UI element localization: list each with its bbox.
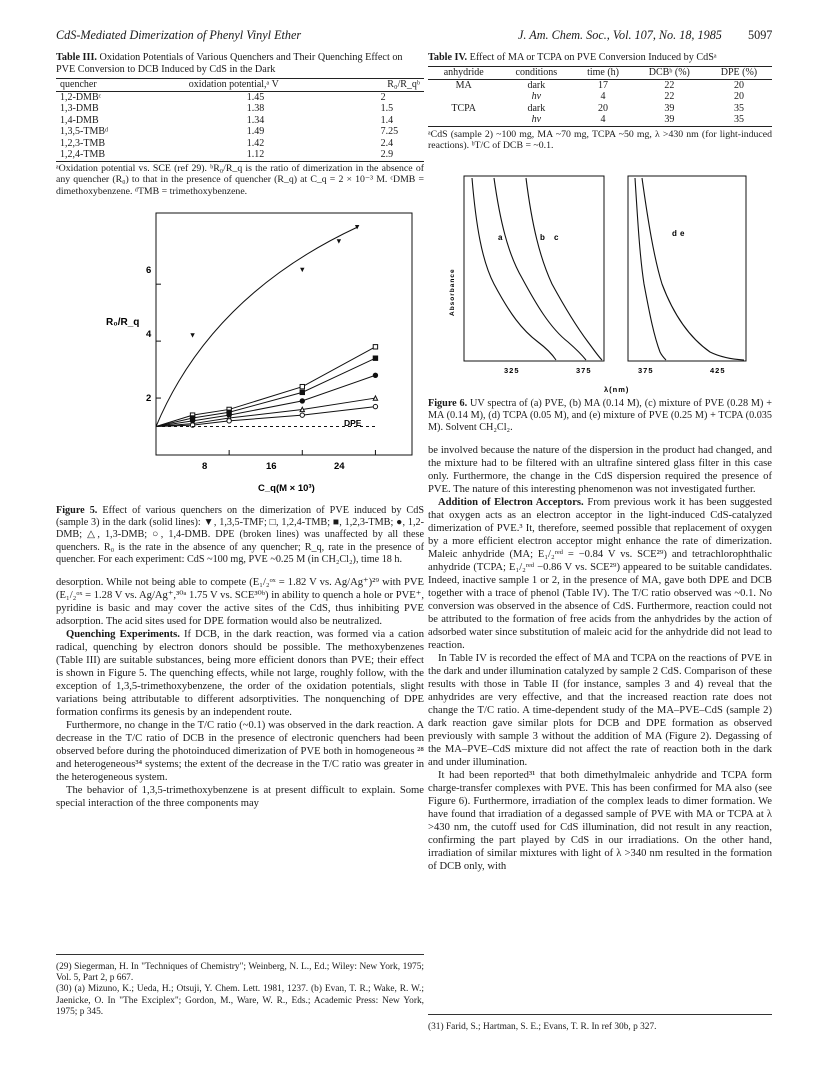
table4-caption [428,52,772,64]
series-line [156,227,357,426]
x-tick-label: 24 [334,461,345,472]
figure5-xlabel: C_q(M × 10³) [258,483,315,494]
y-tick-label: 4 [146,329,152,340]
y-tick-label: 2 [146,393,152,404]
table-cell: 1,3,5-TMBᵈ [60,126,109,137]
table-cell: 17 [598,79,609,91]
table3-header-cell: R₀/R_qᵇ [387,79,420,90]
data-point [373,404,377,408]
body-paragraph: desorption. While not being able to compete (E₁/₂ᵒˣ = 1.82 V vs. Ag/Ag⁺)²⁹ with PVE (E₁/₂ᵒˣ = 1.28 V vs. Ag/Ag⁺,³⁰ᵃ 1.75 V vs. SCE³⁰ᵇ) in ability to quench a hole or PVE⁺, pyridine is basic and may cover the active sites of the CdS, thus inhibiting PVE adsorption. The acid sites used for DPE formation would also be neutralized. [56,577,424,628]
figure5-caption-text: Effect of various quenchers on the dimerization of PVE induced by CdS (sample 3) in the dark (solid lines): ▼, 1,3,5-TMF; □, 1,2,4-TMB; ■, 1,2,3-TMB; ●, 1,2-DMB; △, 1,3-DMB; ○, 1,4-DMB. DPE (broken lines) was unaffected by all these quenchers. R₀ is the rate in the absence of any quencher; R_q, rate in the presence of quencher. For each experiment: CdS ~100 mg, PVE ~0.25 M (in CH₂Cl₂), time 18 h. [56,505,424,565]
table-cell: 1,2,4-TMB [60,149,105,160]
body-paragraph: The behavior of 1,3,5-trimethoxybenzene is at present difficult to explain. Some special interaction of the three components may [56,785,424,810]
table-cell: 1,4-DMB [60,114,99,126]
curve-label: c [554,232,559,242]
spectrum-curve-b [494,178,586,360]
figure5-chart [56,207,424,497]
table-row [56,149,424,161]
table-cell: 4 [600,91,606,102]
data-point [300,268,304,272]
table3-header-row [56,79,424,92]
body-paragraph [428,496,772,652]
x-tick-label: 375 [576,365,592,375]
table-cell: 39 [664,102,675,114]
figure5-caption-label: Figure 5. [56,505,98,516]
body-paragraph: In Table IV is recorded the effect of MA and TCPA on the reactions of PVE in the dark and under illumination catalyzed by sample 2 CdS. Comparison of these results with those in Table II (for instance, samples 3 and 4) reveal that the anhydrides are very effective, and that the increased reaction rate does not change the T/C ratio. A time-dependent study of the MA–PVE–CdS (sample 2) dark reaction gave similar plots for DCB and DPE formation as observed previously with sample 3 without the addition of MA (Figure 2). Degassing of the MA–PVE–CdS mixture did not affect the rate of reaction both in the dark and under illumination. [428,653,772,769]
table-cell: hν [531,91,542,102]
data-point [300,390,304,394]
table3-caption-text: Oxidation Potentials of Various Quenchers and Their Quenching Effect on PVE Conversion to DCB Induced by CdS in the Dark [56,52,403,75]
data-point [373,396,377,400]
paragraph-text: From previous work it has been suggested that oxygen acts as an electron acceptor in the light-induced CdS-catalyzed dimerization of PVE.³ It, therefore, seemed possible that replacement of oxygen by a more efficient electron acceptor might enhance the rate of dimerization. Maleic anhydride (MA; E₁/₂ʳᵉᵈ = −0.84 V vs. SCE²⁹) and tetrachlorophthalic anhydride (TCPA; E₁/₂ʳᵉᵈ −0.86 V vs. SCE²⁹) appeared to be suitable candidates. Indeed, inactive sample 1 or 2, in the presence of MA, gave both DPE and DCB together with a trace of phenol (Table IV). The T/C ratio observed was ~0.1. No conversion was observed in the absence of CdS. Furthermore, reaction could not be attributed to the formation of free acids from the anhydrides by the action of adsorbed water since substitution of maleic acid for the anhydride did not lead to reaction. [428,497,773,652]
table4-caption-text: Effect of MA or TCPA on PVE Conversion Induced by CdSᵃ [469,52,717,63]
curve-label: b [540,232,545,242]
table-cell: 1.5 [380,103,394,114]
table-cell: 35 [733,102,744,114]
page-number: 5097 [748,28,773,42]
spectrum-curve-e [642,178,744,360]
table3-caption-label: Table III. [56,52,97,63]
table-cell: 4 [600,114,606,125]
paragraph-text: If DCB, in the dark reaction, was formed via a cation radical, quenching by electron donors should be possible. The methoxybenzenes (Table III) are suitable substances, being more efficient donors than PVE; their effect is shown in Figure 5. The quenching effects, while not large, roughly follow, with the exception of 1,3,5-trimethoxybenzene, the order of the oxidation potentials, slight variations being attributable to different adsorptivities. The nonquenching of DPE formation confirms its genesis by an independent route. [56,629,424,719]
curve-label: d [672,228,677,238]
footnote: (30) (a) Mizuno, K.; Ueda, H.; Otsuji, Y. Chem. Lett. 1981, 1237. (b) Evan, T. R.; Wake, R. W.; Jaenicke, O. In "The Exciplex"; Gordon, M., Ware, W. R., Eds.; Academic Press: New York, 1975; p 345. [56,984,424,1017]
table-cell: 35 [733,114,744,125]
x-tick-label: 8 [202,461,208,472]
figure5-ylabel: R₀/R_q [106,317,140,328]
table3 [56,78,424,162]
curve-label: e [680,228,685,238]
section-heading: Addition of Electron Acceptors. [438,497,584,509]
table-row [56,91,424,103]
table4-header-cell: DCBᵇ (%) [648,67,690,78]
table4 [428,66,772,127]
table-cell: 1.42 [246,137,265,149]
table-cell: 1.38 [246,103,265,114]
left-column [56,52,424,810]
table-cell: dark [527,79,546,91]
figure6-chart [428,166,772,396]
table4-header-row [428,67,772,80]
x-tick-label: 16 [266,461,277,472]
table-cell: 1.12 [246,149,265,160]
body-paragraph: be involved because the nature of the dispersion in the product had changed, and the mixture had to be filtered with an ultrafine sintered glass filter in this case only. Furthermore, the change in the CdS dispersion required the presence of PVE. The nature of this interesting phenomenon was not investigated further. [428,445,772,496]
table3-header-cell: quencher [60,79,97,90]
spectrum-curve-a [472,178,556,360]
footnote: (31) Farid, S.; Hartman, S. E.; Evans, T. R. In ref 30b, p 327. [428,1022,657,1032]
data-point [227,419,231,423]
table4-footnote: ᵃCdS (sample 2) ~100 mg, MA ~70 mg, TCPA ~50 mg, λ >430 nm (for light-induced reactions). ᵇT/C of DCB = ~0.1. [428,128,772,151]
data-point [373,373,377,377]
figure6-xlabel: λ(nm) [604,384,630,394]
journal-citation: J. Am. Chem. Soc., Vol. 107, No. 18, 1985 [518,28,722,42]
body-paragraph: Furthermore, no change in the T/C ratio (~0.1) was observed in the dark reaction. A decrease in the T/C ratio of DCB in the presence of electronic quenchers had been observed before during the photoinduced dimerization of PVE both in homogeneous ²⁸ and heterogeneous³⁴ systems; the extent of the decrease in the T/C ratio was greater in the heterogeneous system. [56,720,424,784]
data-point [337,239,341,243]
table-cell: 20 [598,102,609,114]
table4-header-cell: conditions [515,67,558,78]
table-cell: 1.4 [380,114,394,126]
table-cell: 22 [664,79,675,91]
table-cell: 20 [733,91,744,102]
figure5-plot [156,213,412,455]
table-cell [428,91,499,103]
table-row [56,126,424,138]
section-heading: Quenching Experiments. [66,629,180,641]
data-point [300,399,304,403]
table4-caption-label: Table IV. [428,52,468,63]
data-point [355,225,359,229]
table-cell: 7.25 [380,126,399,137]
data-point [373,356,377,360]
figure5-caption [56,505,424,566]
table4-header-cell: anhydride [443,67,484,78]
body-paragraph [56,628,424,719]
table4-header-cell: DPE (%) [720,67,758,78]
x-tick-label: 375 [638,365,654,375]
x-tick-label: 325 [504,365,520,375]
figure6-ylabel: Absorbance [449,267,456,316]
data-point [300,413,304,417]
table-cell: 2 [380,91,386,103]
table-cell: 1.45 [246,91,265,103]
table3-header-cell: oxidation potential,ᵃ V [188,79,279,90]
figure6-left-panel [464,176,604,361]
right-footnotes [428,1022,772,1033]
table-cell: 1,2,3-TMB [60,137,105,149]
data-point [373,345,377,349]
table-cell: 2.4 [380,137,394,149]
body-paragraph: It had been reported³¹ that both dimethylmaleic anhydride and TCPA form charge-transfer complexes with PVE. This has been confirmed for MA also (see Figure 6). Furthermore, irradiation of the complex leads to dimer formation. We have found that irradiation of a degassed sample of PVE with MA or TCPA at λ >430 nm, the cutoff used for CdS illumination, did not result in any reaction, confirming the part played by CdS in our irradiations. On the other hand, irradiation of similar mixtures with light of λ >340 nm resulted in the formation of DCB only, with [428,770,772,873]
figure6-caption-text: UV spectra of (a) PVE, (b) MA (0.14 M), (c) mixture of PVE (0.28 M) + MA (0.14 M), (d) TCPA (0.05 M), and (e) mixture of PVE (0.25 M) + TCPA (0.035 M). Solvent CH₂Cl₂. [428,397,772,433]
x-tick-label: 425 [710,365,726,375]
table-cell: TCPA [451,102,477,114]
table-row [428,91,772,103]
table-row [56,138,424,150]
spectrum-curve-c [526,178,602,360]
table3-caption [56,52,424,76]
running-title: CdS-Mediated Dimerization of Phenyl Vinyl Ether [56,28,302,42]
spectrum-curve-d [635,178,666,360]
data-point [300,384,304,388]
table4-header-cell: time (h) [587,67,619,78]
table-row [428,114,772,126]
table-cell: 1,3-DMB [60,103,99,114]
table3-footnote: ᵃOxidation potential vs. SCE (ref 29). ᵇR₀/R_q is the ratio of dimerization in the absence of any quencher (R₀) to that in the presence of quencher (R_q) at C_q = 2 × 10⁻³ M. ᶜDMB = dimethoxybenzene. ᵈTMB = trimethoxybenzene. [56,162,424,197]
curve-label: a [498,232,503,242]
footnote: (29) Siegerman, H. In "Techniques of Chemistry"; Weinberg, N. L., Ed.; Wiley: New York, 1975; Vol. 5, Part 2, p 667. [56,962,424,984]
table-row [56,103,424,115]
table-cell: 39 [664,114,675,125]
data-point [300,407,304,411]
right-column [428,52,772,873]
footnote-rule [56,954,424,955]
table-row [428,103,772,115]
table-cell: 1.34 [246,114,265,126]
table-cell: hν [531,114,542,125]
table-row [56,115,424,127]
table-cell: dark [527,102,546,114]
table-cell: 1,2-DMBᶜ [60,91,102,103]
table-cell: 2.9 [380,149,394,160]
table-cell: 20 [733,79,744,91]
table-cell [428,114,499,126]
dpe-label: DPE [344,418,362,428]
table-row [428,79,772,91]
footnote-rule [428,1014,772,1015]
left-footnotes [56,962,424,1018]
table-cell: 22 [664,91,675,102]
figure6-caption [428,398,772,435]
y-tick-label: 6 [146,265,152,276]
data-point [190,333,194,337]
table-cell: MA [455,79,472,91]
table-cell: 1.49 [246,126,265,137]
figure6-caption-label: Figure 6. [428,397,468,409]
